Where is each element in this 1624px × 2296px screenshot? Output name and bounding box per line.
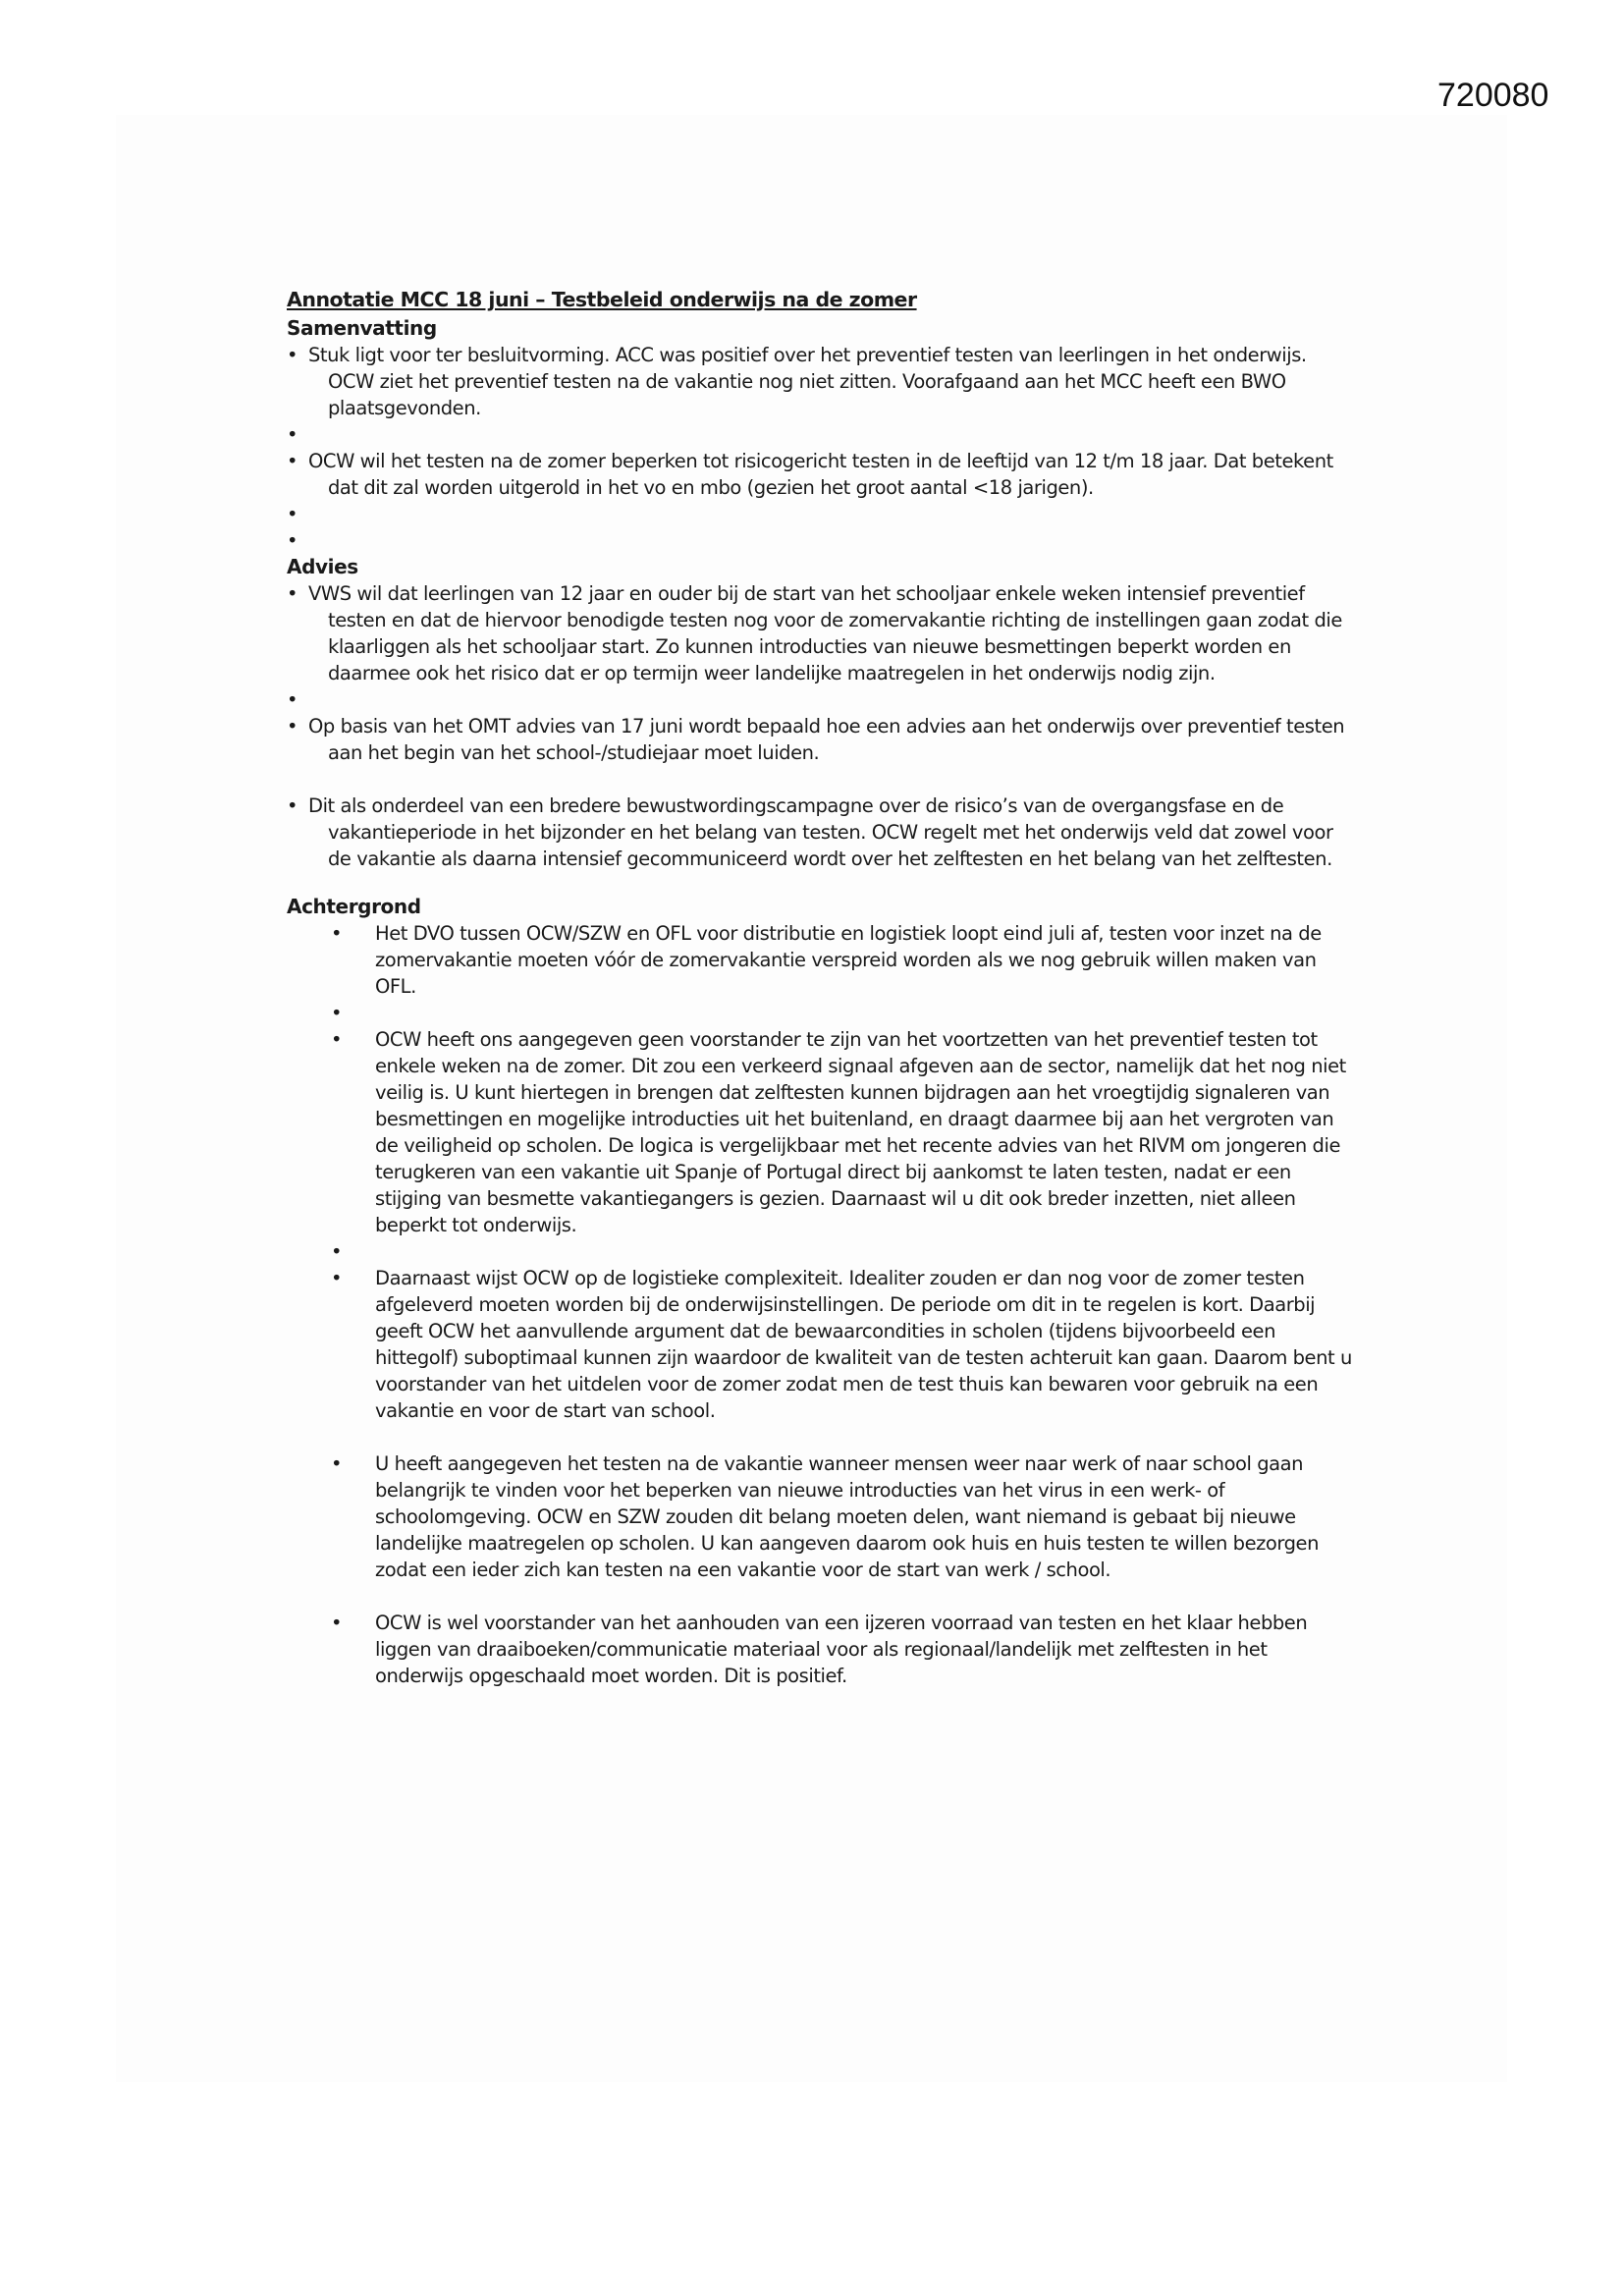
bullet-icon: • [287,688,298,711]
list-item: • Op basis van het OMT advies van 17 juni wordt bepaald hoe een advies aan het onderwijs over preventief testen aan het begin van het school-/studiejaar moet luiden. [287,715,1345,764]
bullet-icon: • [287,715,298,738]
document-title: Annotatie MCC 18 juni – Testbeleid onderwijs na de zomer [287,288,917,311]
spacer [331,1583,1357,1610]
bullet-icon: • [287,450,298,472]
empty-list-item [287,421,1357,448]
list-item: • OCW is wel voorstander van het aanhouden van een ijzeren voorraad van testen en het klaar hebben liggen van draaiboeken/communicatie materiaal voor als regionaal/landelijk met zelftesten in het onderwijs opgeschaald moet worden. Dit is positief. [331,1612,1308,1687]
achtergrond-list [331,920,1357,1689]
bullet-icon: • [331,1240,343,1263]
list-item: • Daarnaast wijst OCW op de logistieke complexiteit. Idealiter zouden er dan nog voor de zomer testen afgeleverd moeten worden bij de onderwijsinstellingen. De periode om dit in te regelen is kort. Daarbij geeft OCW het aanvullende argument dat de bewaarcondities in scholen (tijdens bijvoorbeeld een hittegolf) suboptimaal kunnen zijn waardoor de kwaliteit van de testen achteruit kan gaan. Daarom bent u voorstander van het uitdelen voor de zomer zodat men de test thuis kan bewaren voor gebruik na een vakantie en voor de start van school. [331,1267,1352,1422]
bullet-icon: • [287,344,298,366]
bullet-icon: • [287,423,298,446]
spacer [287,766,1357,793]
list-item: • VWS wil dat leerlingen van 12 jaar en ouder bij de start van het schooljaar enkele weken intensief preventief testen en dat de hiervoor benodigde testen nog voor de zomervakantie richting de instellingen gaan zodat die klaarliggen als het schooljaar start. Zo kunnen introducties van nieuwe besmettingen beperkt worden en daarmee ook het risico dat er op termijn weer landelijke maatregelen in het onderwijs nodig zijn. [287,582,1342,684]
bullet-icon: • [331,1452,343,1475]
spacer [287,872,1357,894]
spacer [331,1424,1357,1450]
heading-advies: Advies [287,555,358,578]
list-item: • Het DVO tussen OCW/SZW en OFL voor distributie en logistiek loopt eind juli af, testen voor inzet na de zomervakantie moeten vóór de zomervakantie verspreid worden als we nog gebruik willen maken van OFL. [331,922,1322,998]
bullet-icon: • [331,1267,343,1289]
list-item: • Dit als onderdeel van een bredere bewustwordingscampagne over de risico’s van de overgangsfase en de vakantieperiode in het bijzonder en het belang van testen. OCW regelt met het onderwijs veld dat zowel voor de vakantie als daarna intensief gecommuniceerd wordt over het zelftesten en het belang van het zelftesten. [287,794,1333,870]
bullet-icon: • [287,503,298,525]
bullet-icon: • [331,1612,343,1634]
bullet-icon: • [331,1028,343,1051]
samenvatting-list [287,342,1357,554]
empty-list-item [287,527,1357,554]
bullet-icon: • [287,582,298,605]
empty-list-item [287,501,1357,527]
list-item: • Stuk ligt voor ter besluitvorming. ACC was positief over het preventief testen van leerlingen in het onderwijs. OCW ziet het preventief testen na de vakantie nog niet zitten. Voorafgaand aan het MCC heeft een BWO plaatsgevonden. [287,344,1307,419]
list-item: • U heeft aangegeven het testen na de vakantie wanneer mensen weer naar werk of naar school gaan belangrijk te vinden voor het beperken van nieuwe introducties van het virus in een werk- of schoolomgeving. OCW en SZW zouden dit belang moeten delen, want niemand is gebaat bij nieuwe landelijke maatregelen op scholen. U kan aangeven daarom ook huis en huis testen te willen bezorgen zodat een ieder zich kan testen na een vakantie voor de start van werk / school. [331,1452,1320,1581]
bullet-icon: • [331,1002,343,1024]
document-id: 720080 [1437,77,1549,114]
bullet-icon: • [287,794,298,817]
advies-list [287,580,1357,872]
document-body [287,287,1357,1689]
bullet-icon: • [287,529,298,552]
empty-list-item [331,1238,1357,1265]
empty-list-item [331,1000,1357,1026]
heading-achtergrond: Achtergrond [287,895,421,918]
list-item: • OCW heeft ons aangegeven geen voorstander te zijn van het voortzetten van het preventief testen tot enkele weken na de zomer. Dit zou een verkeerd signaal afgeven aan de sector, namelijk dat het nog niet veilig is. U kunt hiertegen in brengen dat zelftesten kunnen bijdragen aan het vroegtijdig signaleren van besmettingen en mogelijke introducties uit het buitenland, en draagt daarmee bij aan het vergroten van de veiligheid op scholen. De logica is vergelijkbaar met het recente advies van het RIVM om jongeren die terugkeren van een vakantie uit Spanje of Portugal direct bij aankomst te laten testen, nadat er een stijging van besmette vakantiegangers is gezien. Daarnaast wil u dit ook breder inzetten, niet alleen beperkt tot onderwijs. [331,1028,1346,1236]
heading-samenvatting: Samenvatting [287,316,437,340]
empty-list-item [287,686,1357,713]
bullet-icon: • [331,922,343,945]
list-item: • OCW wil het testen na de zomer beperken tot risicogericht testen in de leeftijd van 12 t/m 18 jaar. Dat betekent dat dit zal worden uitgerold in het vo en mbo (gezien het groot aantal <18 jarigen). [287,450,1333,499]
